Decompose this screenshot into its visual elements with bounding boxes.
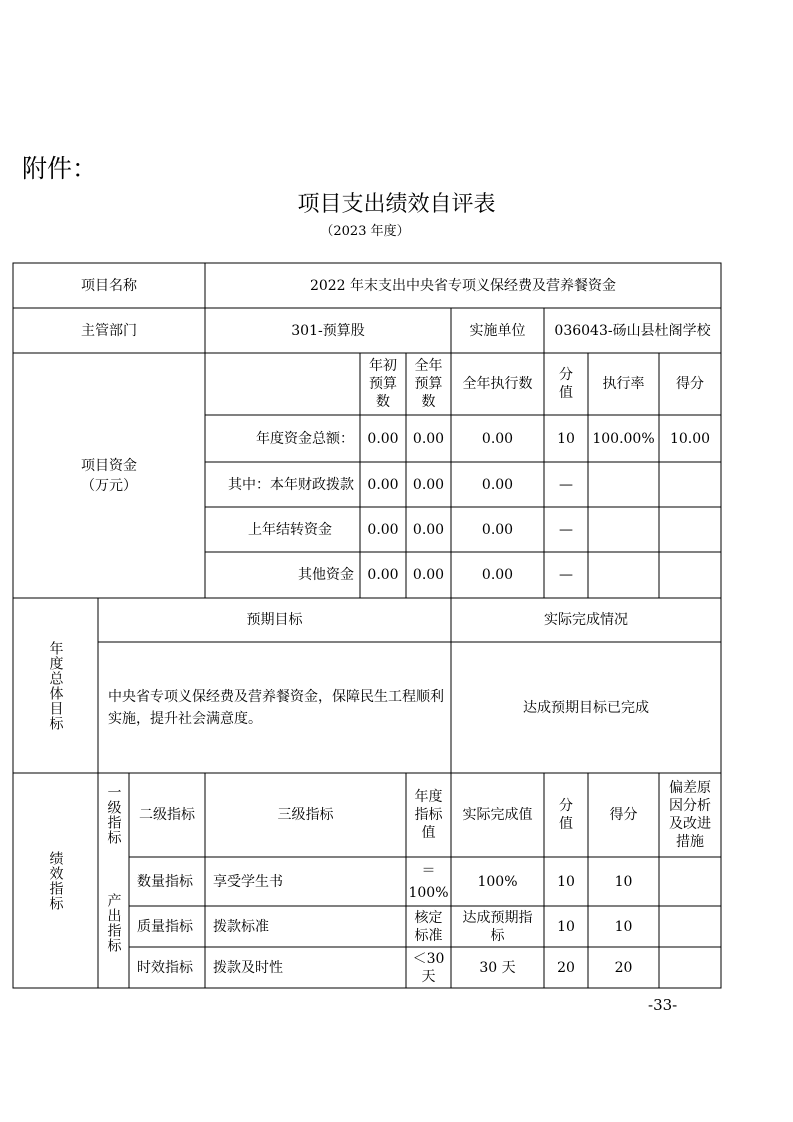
ind-level1-output-text: 产出指标 <box>105 892 122 953</box>
funds-row-executed: 0.00 <box>481 476 514 493</box>
ind-header-annual: 年度 指标 值 <box>414 789 443 841</box>
ind-header-score-value: 分 值 <box>559 798 573 832</box>
ind-header-deviation: 偏差原 因分析 及改进 措施 <box>669 780 711 850</box>
funds-row-executed: 0.00 <box>481 567 514 583</box>
ind-row-deviation <box>659 906 721 947</box>
dept-value: 301-预算股 <box>291 322 365 339</box>
funds-row-initial: 0.00 <box>367 430 399 447</box>
funds-row-score: 10.00 <box>669 430 711 447</box>
funds-row-annual: 0.00 <box>412 567 445 583</box>
goals-label-text: 年度总体目标 <box>47 640 64 731</box>
funds-header-annual: 全年 预算 数 <box>414 358 443 410</box>
ind-header-level3: 三级指标 <box>277 807 334 823</box>
project-name-label: 项目名称 <box>81 277 137 294</box>
ind-row-actual: 30 天 <box>479 959 516 976</box>
ind-row-level2: 时效指标 <box>137 959 193 976</box>
funds-header-exec-rate: 执行率 <box>602 376 645 392</box>
ind-header-actual: 实际完成值 <box>462 807 533 823</box>
indicators-label-text: 绩效指标 <box>47 850 64 911</box>
ind-row-level3: 拨款标准 <box>213 918 269 935</box>
year-note: （2023 年度） <box>320 224 410 239</box>
page-number: -33- <box>648 996 678 1014</box>
funds-row-annual: 0.00 <box>412 521 445 538</box>
funds-row-executed: 0.00 <box>481 521 514 538</box>
funds-row-annual: 0.00 <box>412 476 445 493</box>
ind-row-score: 10 <box>614 873 633 890</box>
goals-actual-header: 实际完成情况 <box>544 612 628 628</box>
ind-row-score-value: 20 <box>557 959 575 976</box>
funds-row-score-value: — <box>559 521 573 538</box>
ind-row-score-value: 10 <box>557 918 575 935</box>
funds-row-rate <box>588 507 659 552</box>
page-title: 项目支出绩效自评表 <box>297 192 496 217</box>
funds-row-initial: 0.00 <box>367 567 399 583</box>
funds-row-score <box>659 462 721 507</box>
ind-row-level2: 数量指标 <box>137 873 193 890</box>
goals-label <box>13 598 98 773</box>
funds-row-annual: 0.00 <box>412 430 445 447</box>
ind-row-score: 10 <box>614 918 633 935</box>
ind-header-level1 <box>98 773 129 857</box>
funds-row-rate: 100.00% <box>592 430 655 447</box>
funds-row-label: 其他资金 <box>298 567 354 583</box>
dept-label: 主管部门 <box>81 322 137 339</box>
funds-row-rate <box>588 462 659 507</box>
unit-label: 实施单位 <box>469 322 526 339</box>
funds-row-initial: 0.00 <box>367 476 399 493</box>
funds-header-score: 得分 <box>676 376 704 392</box>
funds-row-label: 其中：本年财政拨款 <box>228 476 354 493</box>
ind-row-level3: 拨款及时性 <box>213 959 283 976</box>
indicators-label <box>13 773 98 988</box>
funds-row-executed: 0.00 <box>481 430 514 447</box>
ind-row-actual: 达成预期指 标 <box>462 909 533 944</box>
funds-row-score-value: 10 <box>557 430 575 447</box>
funds-row-score <box>659 507 721 552</box>
funds-label: 项目资金 （万元） <box>81 457 137 494</box>
ind-row-level3: 享受学生书 <box>213 873 283 890</box>
funds-header-score-value: 分 值 <box>559 367 573 401</box>
funds-row-initial: 0.00 <box>367 521 399 538</box>
funds-header-initial: 年初 预算 数 <box>369 358 397 410</box>
ind-row-deviation <box>659 947 721 988</box>
ind-header-score: 得分 <box>609 807 638 823</box>
ind-header-level1-text: 一级指标 <box>105 785 122 845</box>
ind-row-actual: 100% <box>477 873 518 890</box>
goals-expected-text: 中央省专项义保经费及营养餐资金，保障民生工程顺利实施，提升社会满意度。 <box>108 688 444 727</box>
goals-expected-header: 预期目标 <box>246 612 303 628</box>
unit-value: 036043-砀山县杜阁学校 <box>554 322 711 339</box>
ind-row-annual: 核定 标准 <box>414 909 443 944</box>
ind-header-level2: 二级指标 <box>139 807 195 823</box>
funds-row-label: 上年结转资金 <box>248 521 332 538</box>
ind-row-score: 20 <box>614 959 633 976</box>
funds-header-executed: 全年执行数 <box>462 376 533 392</box>
goals-actual-text: 达成预期目标已完成 <box>523 699 649 716</box>
ind-row-annual: ＜30 天 <box>412 950 445 985</box>
funds-row-label: 年度资金总额： <box>256 430 354 447</box>
project-name-value: 2022 年末支出中央省专项义保经费及营养餐资金 <box>309 277 617 294</box>
funds-row-score-value: — <box>559 567 573 583</box>
ind-row-score-value: 10 <box>557 873 575 890</box>
ind-row-deviation <box>659 857 721 906</box>
funds-row-score <box>659 552 721 598</box>
ind-row-annual: ＝ 100% <box>408 862 449 901</box>
ind-level1-output <box>98 857 129 988</box>
attachment-label: 附件： <box>22 154 98 183</box>
ind-row-level2: 质量指标 <box>137 918 193 935</box>
funds-row-score-value: — <box>559 476 573 493</box>
funds-row-rate <box>588 552 659 598</box>
